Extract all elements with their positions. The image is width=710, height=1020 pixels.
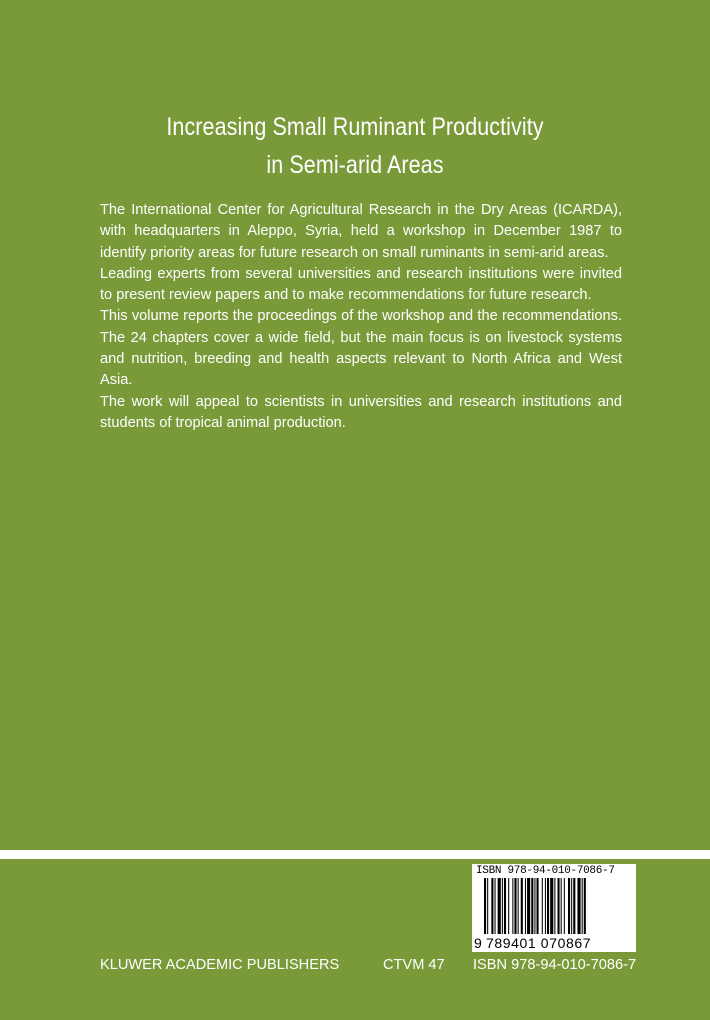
blurb-paragraph: The work will appeal to scientists in universities and research institutions and students of tropical animal production.: [100, 393, 622, 431]
divider-rule: [0, 850, 710, 859]
book-title: [50, 108, 661, 184]
barcode-isbn-header: ISBN 978-94-010-7086-7: [476, 865, 615, 877]
blurb-paragraph: Leading experts from several universities and research institutions were invited to present review papers and to make recommendations for future research.: [100, 265, 622, 304]
blurb: [100, 200, 622, 434]
series-code: CTVM 47: [383, 957, 445, 973]
title-line-1: Increasing Small Ruminant Productivity: [166, 113, 544, 141]
blurb-paragraph: The International Center for Agricultural Research in the Dry Areas (ICARDA), with headquarters in Aleppo, Syria, held a workshop in December 1987 to identify priority areas for future research on small ruminants in semi-arid areas.: [100, 202, 622, 261]
barcode-bars-icon: [474, 878, 634, 936]
barcode-number: 789401 070867: [486, 935, 592, 951]
isbn-barcode: [472, 864, 636, 952]
barcode-lead-digit: 9: [474, 935, 483, 951]
publisher-name: KLUWER ACADEMIC PUBLISHERS: [100, 957, 340, 973]
barcode-digits: [474, 935, 634, 951]
blurb-paragraph: This volume reports the proceedings of the workshop and the recommendations. The 24 chapters cover a wide field, but the main focus is on livestock systems and nutrition, breeding and health aspects relevant to North Africa and West Asia.: [100, 308, 622, 389]
footer-isbn: ISBN 978-94-010-7086-7: [473, 957, 637, 973]
title-line-2: in Semi-arid Areas: [266, 151, 444, 179]
